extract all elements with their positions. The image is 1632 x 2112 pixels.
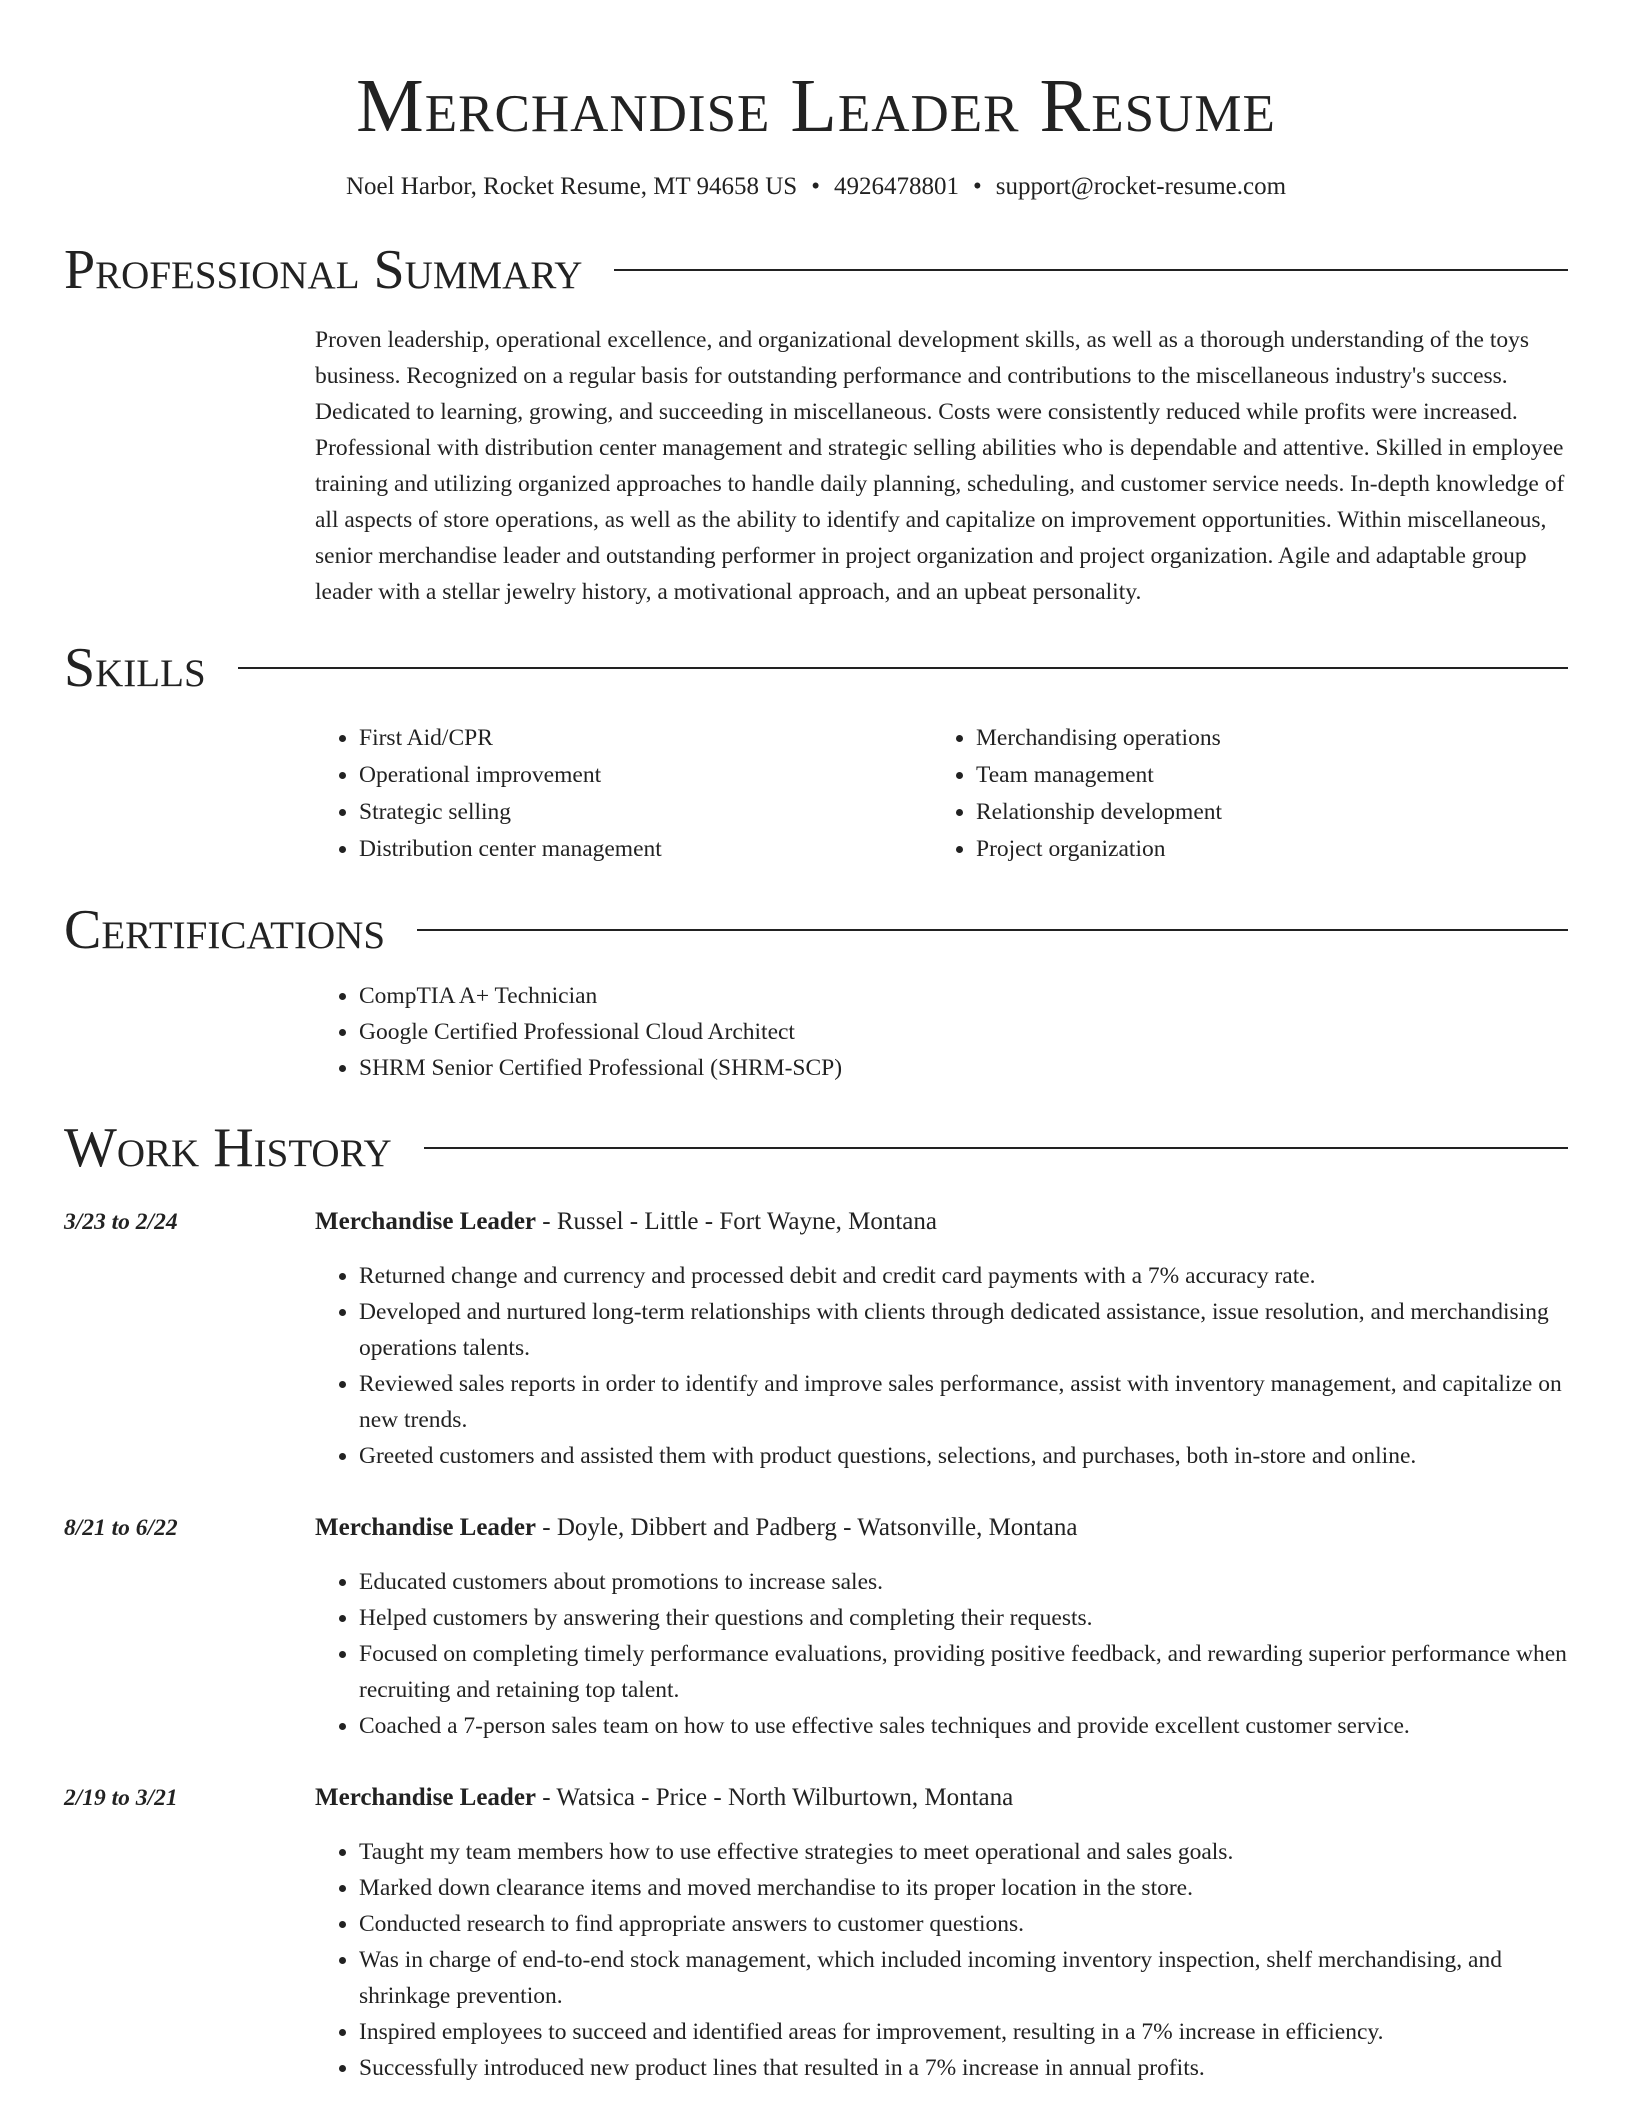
certification-item: • SHRM Senior Certified Professional (SHRM-SCP) (359, 1050, 1568, 1086)
certifications-body (315, 978, 1568, 1086)
work-history-heading: Work History (64, 1117, 392, 1179)
skills-list-left (315, 720, 932, 868)
contact-email: support@rocket-resume.com (995, 173, 1287, 200)
job-bullet: • Coached a 7-person sales team on how to use effective sales techniques and provide excellent customer service. (359, 1708, 1568, 1744)
contact-address: Noel Harbor, Rocket Resume, MT 94658 US (345, 173, 798, 200)
job-bullet: • Conducted research to find appropriate answers to customer questions. (359, 1906, 1568, 1942)
job-bullet: • Successfully introduced new product lines that resulted in a 7% increase in annual profits. (359, 2050, 1568, 2086)
job-bullet-list (315, 1834, 1568, 2086)
job-dates: 8/21 to 6/22 (64, 1515, 178, 1541)
job-dates: 2/19 to 3/21 (64, 1785, 178, 1811)
certification-item: • CompTIA A+ Technician (359, 978, 1568, 1014)
resume-page (64, 0, 1568, 2086)
job-bullet: • Focused on completing timely performance evaluations, providing positive feedback, and rewarding superior performance when recruiting and retaining top talent. (359, 1636, 1568, 1708)
job-bullet: • Returned change and currency and processed debit and credit card payments with a 7% accuracy rate. (359, 1258, 1568, 1294)
job-role: Merchandise Leader (315, 1784, 537, 1811)
summary-text: Proven leadership, operational excellence, and organizational development skills, as well as a thorough understanding of the toys business. Recognized on a regular basis for outstanding performance and contributions to the miscellaneous industry's success. Dedicated to learning, growing, and succeeding in miscellaneous. Costs were consistently reduced while profits were increased. Professional with distribution center management and strategic selling abilities who is dependable and attentive. Skilled in employee training and utilizing organized approaches to handle daily planning, scheduling, and customer service needs. In-depth knowledge of all aspects of store operations, as well as the ability to identify and capitalize on improvement opportunities. Within miscellaneous, senior merchandise leader and outstanding performer in project organization and project organization. Agile and adaptable group leader with a stellar jewelry history, a motivational approach, and an upbeat personality. (315, 327, 1565, 605)
section-rule (238, 667, 1568, 669)
certifications-section-header (64, 898, 1568, 962)
summary-section-header (64, 238, 1568, 302)
job-entry (64, 1780, 1568, 2086)
separator-dot: • (972, 173, 982, 200)
certifications-list (315, 978, 1568, 1086)
skill-item: • Project organization (976, 831, 1549, 868)
skill-item: • Strategic selling (359, 794, 932, 831)
job-company: - Russel - Little - Fort Wayne, Montana (536, 1208, 937, 1235)
job-bullet: • Developed and nurtured long-term relationships with clients through dedicated assistance, issue resolution, and merchandising operations talents. (359, 1294, 1568, 1366)
job-bullet: • Helped customers by answering their questions and completing their requests. (359, 1600, 1568, 1636)
section-rule (424, 1147, 1568, 1149)
skill-item: • First Aid/CPR (359, 720, 932, 757)
job-entry (64, 1510, 1568, 1744)
job-bullet: • Educated customers about promotions to increase sales. (359, 1564, 1568, 1600)
skills-column-right (932, 720, 1549, 868)
page-title: Merchandise Leader Resume (356, 64, 1276, 148)
job-details (315, 1510, 1568, 1744)
job-dates: 3/23 to 2/24 (64, 1209, 178, 1235)
skills-grid (315, 720, 1568, 868)
job-header (315, 1204, 1568, 1240)
skills-heading: Skills (64, 637, 206, 699)
job-bullet-list (315, 1258, 1568, 1474)
separator-dot: • (811, 173, 820, 200)
job-bullet: • Marked down clearance items and moved merchandise to its proper location in the store. (359, 1870, 1568, 1906)
job-role: Merchandise Leader (315, 1208, 537, 1235)
section-rule (417, 929, 1568, 931)
section-rule (614, 269, 1568, 271)
skill-item: • Relationship development (976, 794, 1549, 831)
job-bullet: • Taught my team members how to use effective strategies to meet operational and sales goals. (359, 1834, 1568, 1870)
contact-line (64, 170, 1568, 204)
skill-item: • Operational improvement (359, 757, 932, 794)
job-bullet: • Reviewed sales reports in order to identify and improve sales performance, assist with inventory management, and capitalize on new trends. (359, 1366, 1568, 1438)
work-history-section-header (64, 1116, 1568, 1180)
job-header (315, 1510, 1568, 1546)
job-company: - Doyle, Dibbert and Padberg - Watsonville, Montana (536, 1514, 1078, 1541)
job-entry (64, 1204, 1568, 1474)
skills-section-header (64, 636, 1568, 700)
job-role: Merchandise Leader (315, 1514, 537, 1541)
certifications-heading: Certifications (64, 899, 386, 961)
job-details (315, 1204, 1568, 1474)
work-history-list (64, 1204, 1568, 2086)
job-header (315, 1780, 1568, 1816)
skill-item: • Team management (976, 757, 1549, 794)
certification-item: • Google Certified Professional Cloud Architect (359, 1014, 1568, 1050)
contact-phone: 4926478801 (833, 173, 959, 200)
skill-item: • Distribution center management (359, 831, 932, 868)
job-bullet: • Inspired employees to succeed and identified areas for improvement, resulting in a 7% increase in efficiency. (359, 2014, 1568, 2050)
job-bullet: • Was in charge of end-to-end stock management, which included incoming inventory inspection, shelf merchandising, and shrinkage prevention. (359, 1942, 1568, 2014)
skill-item: • Merchandising operations (976, 720, 1549, 757)
job-company: - Watsica - Price - North Wilburtown, Montana (536, 1784, 1014, 1811)
job-details (315, 1780, 1568, 2086)
summary-heading: Professional Summary (64, 239, 583, 301)
job-bullet-list (315, 1564, 1568, 1744)
skills-list-right (932, 720, 1549, 868)
job-bullet: • Greeted customers and assisted them with product questions, selections, and purchases, both in-store and online. (359, 1438, 1568, 1474)
skills-column-left (315, 720, 932, 868)
